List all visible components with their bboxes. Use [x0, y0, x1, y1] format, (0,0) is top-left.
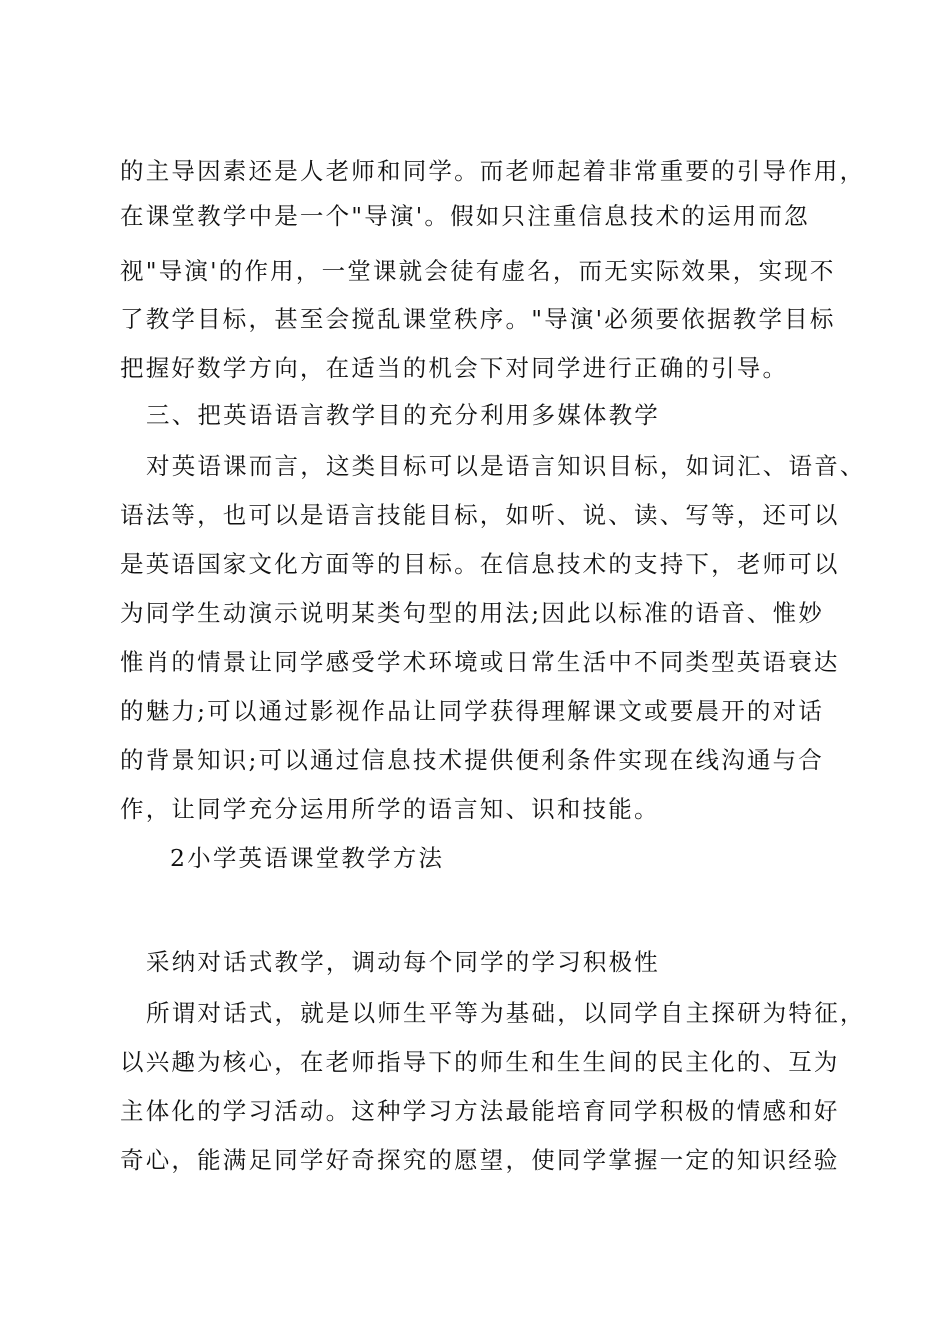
text-line: 作，让同学充分运用所学的语言知、识和技能。	[120, 795, 660, 823]
text-line: 惟肖的情景让同学感受学术环境或日常生活中不同类型英语衰达	[120, 648, 840, 676]
text-line: 为同学生动演示说明某类句型的用法;因此以标准的语音、惟妙	[120, 599, 825, 627]
text-line: 的背景知识;可以通过信息技术提供便利条件实现在线沟通与合	[120, 746, 825, 774]
section-heading: 2小学英语课堂教学方法	[170, 844, 445, 872]
text-line: 是英语国家文化方面等的目标。在信息技术的支持下，老师可以	[120, 550, 840, 578]
text-line: 奇心，能满足同学好奇探究的愿望，使同学掌握一定的知识经验	[120, 1146, 840, 1174]
text-line: 把握好数学方向，在适当的机会下对同学进行正确的引导。	[120, 354, 789, 382]
text-line: 以兴趣为核心，在老师指导下的师生和生生间的民主化的、互为	[120, 1048, 840, 1076]
text-line: 视"导演'的作用，一堂课就会徒有虚名，而无实际效果，实现不	[120, 257, 836, 285]
text-line: 所谓对话式，就是以师生平等为基础，以同学自主探研为特征，	[146, 999, 866, 1027]
text-line: 在课堂教学中是一个"导演'。假如只注重信息技术的运用而忽	[120, 202, 810, 230]
text-line: 了教学目标，甚至会搅乱课堂秩序。"导演'必须要依据教学目标	[120, 305, 836, 333]
text-line: 的魅力;可以通过影视作品让同学获得理解课文或要晨开的对话	[120, 697, 825, 725]
text-line: 语法等，也可以是语言技能目标，如听、说、读、写等，还可以	[120, 501, 840, 529]
text-line: 主体化的学习活动。这种学习方法最能培育同学积极的情感和好	[120, 1097, 840, 1125]
section-heading: 三、把英语语言教学目的充分利用多媒体教学	[146, 401, 660, 429]
text-line: 的主导因素还是人老师和同学。而老师起着非常重要的引导作用，	[120, 157, 866, 185]
subsection-heading: 采纳对话式教学，调动每个同学的学习积极性	[146, 948, 660, 976]
text-line: 对英语课而言，这类目标可以是语言知识目标，如词汇、语音、	[146, 452, 866, 480]
